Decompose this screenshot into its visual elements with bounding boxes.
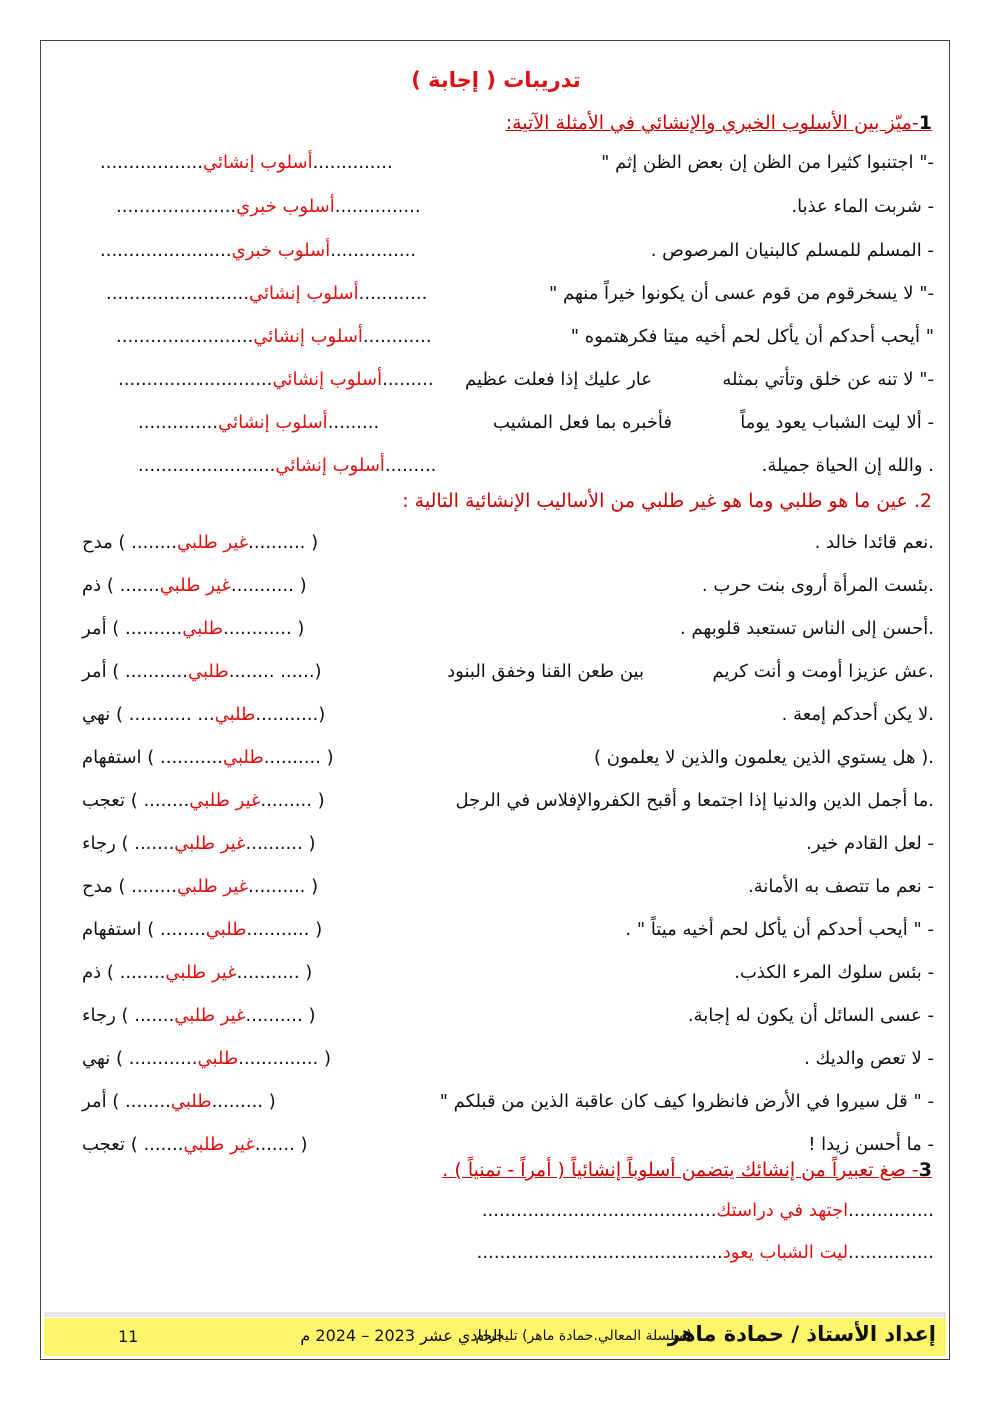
section1-number: 1 <box>918 112 932 134</box>
answer-dots-after: ............ ) نهي <box>82 1048 198 1069</box>
answer-field <box>82 919 322 940</box>
answer-dots-after: .............. <box>138 412 219 433</box>
answer-text: طلبي <box>222 747 264 768</box>
exercise-row <box>70 575 934 605</box>
question-text: - لا تعص والديك . <box>804 1048 934 1069</box>
exercise-row <box>70 1048 934 1078</box>
answer-dots-before: (...... ........ <box>228 661 322 682</box>
answer-dots-after: .......... ) أمر <box>82 618 183 639</box>
answer-field <box>82 618 304 639</box>
answer-text: أسلوب خبري <box>231 240 331 261</box>
answer-dots-before: (........... <box>255 704 326 725</box>
answer-text: أسلوب إنشائي <box>253 326 363 347</box>
answer-dots-after: ... ........... ) نهي <box>82 704 215 725</box>
answer-dots-before: ( .......... <box>263 747 334 768</box>
exercise-row <box>70 833 934 863</box>
question-text: " أيحب أحدكم أن يأكل لحم أخيه ميتا فكرهتموه " <box>570 326 934 347</box>
answer-dots-before: ( .......... <box>245 833 316 854</box>
answer-text: غير طلبي <box>174 833 246 854</box>
answer-text: أسلوب إنشائي <box>272 369 383 390</box>
answer-text: طلبي <box>170 1091 212 1112</box>
answer-dots-before: ( ........... <box>236 962 313 983</box>
answer-text: طلبي <box>197 1048 239 1069</box>
exercise-row <box>70 704 934 734</box>
answer-text: طلبي <box>214 704 256 725</box>
exercise-row <box>70 240 934 270</box>
answer-dots-after: ........ ) مدح <box>82 532 177 553</box>
answer-field <box>116 326 432 347</box>
answer-field <box>100 240 416 261</box>
answer-text: أسلوب خبري <box>236 196 335 217</box>
answer-dots-after: ........... ) استفهام <box>82 747 223 768</box>
answer-dots-after: ........ ) ذم <box>82 962 166 983</box>
exercise-row <box>70 412 934 442</box>
question-text: .عش عزيزا أومت و أنت كريم <box>712 661 934 682</box>
answer-field <box>82 833 315 854</box>
exercise-row <box>70 919 934 949</box>
answer-field <box>138 455 436 476</box>
answer-text: طلبي <box>182 618 223 639</box>
question-text: -" اجتنبوا كثيرا من الظن إن بعض الظن إثم " <box>601 152 934 173</box>
answer-field <box>82 1048 331 1069</box>
answer-dots-before: ( ............ <box>223 618 305 639</box>
answer-dots-after: ........................ <box>138 455 276 476</box>
section1-heading-text: -ميّز بين الأسلوب الخبري والإنشائي في الأمثلة الآتية: <box>505 112 919 134</box>
answer-field <box>116 196 421 217</box>
answer-field <box>82 962 312 983</box>
answer-field <box>82 704 325 725</box>
answer-dots-after: ....... ) رجاء <box>82 833 175 854</box>
question-text: -" لا تنه عن خلق وتأتي بمثله <box>722 369 934 390</box>
answer-field <box>82 876 318 897</box>
answer-field <box>82 532 318 553</box>
answer-field <box>118 369 434 390</box>
answer-field <box>80 1200 934 1221</box>
answer-dots-before: ............ <box>362 326 432 347</box>
question-text-second-hemistich: عار عليك إذا فعلت عظيم <box>465 369 652 390</box>
answer-field <box>138 412 379 433</box>
exercise-row <box>70 1005 934 1035</box>
question-text: - " أيحب أحدكم أن يأكل لحم أخيه ميتاً " . <box>625 919 934 940</box>
footer-series: (سلسلة المعالي.حمادة ماهر) تليجرام <box>475 1328 692 1344</box>
answer-dots-before: ( .......... <box>245 1005 316 1026</box>
exercise-row <box>70 1200 934 1230</box>
section3-number: 3 <box>918 1159 932 1181</box>
question-text: .نعم قائدا خالد . <box>814 532 934 553</box>
answer-dots-before: ( .......... <box>248 876 319 897</box>
footer-year: الحادي عشر 2023 – 2024 م <box>300 1326 502 1345</box>
section3-heading <box>442 1159 932 1181</box>
answer-dots-after: ........ ) تعجب <box>82 790 190 811</box>
answer-text: غير طلبي <box>174 1005 246 1026</box>
answer-field <box>82 661 322 682</box>
question-text: .( هل يستوي الذين يعلمون والذين لا يعلمون ) <box>594 747 934 768</box>
answer-dots-before: ( ........... <box>230 575 307 596</box>
exercise-row <box>70 152 934 182</box>
question-text: - عسى السائل أن يكون له إجابة. <box>687 1005 934 1026</box>
answer-dots-after: ....... ) رجاء <box>82 1005 175 1026</box>
answer-dots-after: ....... ) ذم <box>82 575 160 596</box>
answer-field <box>80 1242 934 1263</box>
answer-text: غير طلبي <box>159 575 231 596</box>
answer-text: طلبي <box>187 661 229 682</box>
answer-field <box>106 283 427 304</box>
answer-dots-before: .............. <box>312 152 393 173</box>
question-text: - " قل سيروا في الأرض فانظروا كيف كان عاقبة الذين من قبلكم " <box>439 1091 934 1112</box>
answer-dots-after: ........................... <box>118 369 273 390</box>
answer-dots-after: ..................... <box>116 196 237 217</box>
answer-text: غير طلبي <box>189 790 261 811</box>
answer-field <box>100 152 393 173</box>
exercise-row <box>70 618 934 648</box>
answer-text: غير طلبي <box>183 1134 255 1155</box>
section3-heading-text: - صغ تعبيراً من إنشائك يتضمن أسلوباً إنشائياً ( أمراً - تمنياً ) . <box>442 1159 919 1181</box>
footer-author: إعداد الأستاذ / حمادة ماهر <box>667 1322 936 1346</box>
question-text: -" لا يسخرقوم من قوم عسى أن يكونوا خيراً منهم " <box>548 283 934 304</box>
answer-dots-after: ........ ) مدح <box>82 876 177 897</box>
footer-divider <box>44 1312 946 1317</box>
answer-dots-before: ......... <box>327 412 380 433</box>
answer-dots-before: ( .......... <box>248 532 319 553</box>
answer-field <box>82 1005 315 1026</box>
section1-heading <box>506 112 932 134</box>
answer-dots-after: ....................... <box>100 240 232 261</box>
exercise-row <box>70 283 934 313</box>
question-text: .بئست المرأة أروى بنت حرب . <box>701 575 934 596</box>
answer-field <box>82 575 307 596</box>
answer-dots-before: ( ....... <box>254 1134 308 1155</box>
answer-dots-after: ........................................... <box>476 1242 723 1263</box>
answer-dots-after: ........... ) أمر <box>82 661 188 682</box>
answer-dots-before: ......... <box>384 455 437 476</box>
answer-text: أسلوب إنشائي <box>249 283 359 304</box>
answer-dots-before: ( ......... <box>211 1091 276 1112</box>
answer-text: أسلوب إنشائي <box>218 412 328 433</box>
answer-dots-before: ............... <box>330 240 417 261</box>
answer-dots-before: ............... <box>848 1242 934 1263</box>
answer-text: أسلوب إنشائي <box>203 152 313 173</box>
answer-dots-before: ( ........... <box>246 919 323 940</box>
exercise-row <box>70 369 934 399</box>
section2-heading: 2. عين ما هو طلبي وما هو غير طلبي من الأساليب الإنشائية التالية : <box>402 490 932 512</box>
exercise-row <box>70 962 934 992</box>
question-text-second-hemistich: بين طعن القنا وخفق البنود <box>447 661 644 682</box>
answer-text: غير طلبي <box>176 532 249 553</box>
question-text-second-hemistich: فأخبره بما فعل المشيب <box>492 412 672 433</box>
question-text: - المسلم للمسلم كالبنيان المرصوص . <box>650 240 934 261</box>
answer-dots-before: ......... <box>382 369 434 390</box>
answer-text: طلبي <box>205 919 247 940</box>
question-text: - ألا ليت الشباب يعود يوماً <box>740 412 934 433</box>
answer-dots-before: ( .............. <box>238 1048 332 1069</box>
answer-field <box>82 790 325 811</box>
answer-text: اجتهد في دراستك <box>716 1200 849 1221</box>
exercise-row <box>70 876 934 906</box>
question-text: - نعم ما تتصف به الأمانة. <box>747 876 934 897</box>
answer-field <box>82 747 334 768</box>
answer-field <box>82 1134 308 1155</box>
exercise-row <box>70 196 934 226</box>
answer-dots-after: ......................................... <box>481 1200 717 1221</box>
exercise-row <box>70 455 934 485</box>
question-text: - شربت الماء عذبا. <box>791 196 934 217</box>
answer-dots-before: ............ <box>358 283 428 304</box>
answer-text: غير طلبي <box>176 876 249 897</box>
question-text: - بئس سلوك المرء الكذب. <box>734 962 934 983</box>
exercise-row <box>70 661 934 691</box>
exercise-row <box>70 747 934 777</box>
answer-text: ليت الشباب يعود <box>722 1242 849 1263</box>
exercise-row <box>70 326 934 356</box>
answer-text: أسلوب إنشائي <box>275 455 385 476</box>
page-number: 11 <box>118 1327 139 1346</box>
answer-dots-before: ............... <box>848 1200 934 1221</box>
answer-text: غير طلبي <box>165 962 237 983</box>
answer-dots-after: ........ ) أمر <box>82 1091 171 1112</box>
question-text: .أحسن إلى الناس تستعبد قلوبهم . <box>679 618 934 639</box>
answer-dots-before: ............... <box>334 196 421 217</box>
question-text: .لا يكن أحدكم إمعة . <box>781 704 934 725</box>
question-text: .ما أجمل الدين والدنيا إذا اجتمعا و أقبح الكفروالإفلاس في الرجل <box>455 790 934 811</box>
answer-dots-after: ........................ <box>116 326 254 347</box>
exercise-row <box>70 532 934 562</box>
answer-dots-before: ( ......... <box>260 790 325 811</box>
answer-dots-after: ....... ) تعجب <box>82 1134 184 1155</box>
question-text: . والله إن الحياة جميلة. <box>761 455 934 476</box>
question-text: - لعل القادم خير. <box>806 833 934 854</box>
footer <box>44 1318 946 1356</box>
answer-dots-after: ........ ) استفهام <box>82 919 206 940</box>
answer-dots-after: .................. <box>100 152 203 173</box>
exercise-row <box>70 790 934 820</box>
answer-field <box>82 1091 276 1112</box>
question-text: - ما أحسن زيدا ! <box>808 1134 934 1155</box>
answer-dots-after: ......................... <box>106 283 250 304</box>
exercise-row <box>70 1091 934 1121</box>
exercise-row <box>70 1242 934 1272</box>
page-title: تدريبات ( إجابة ) <box>411 68 581 92</box>
